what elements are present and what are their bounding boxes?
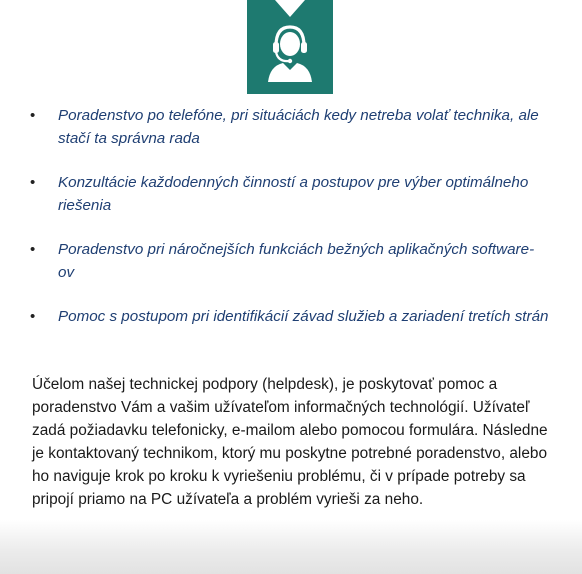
helpdesk-description: Účelom našej technickej podpory (helpdesk), je poskytovať pomoc a poradenstvo Vám a vašim užívateľom informačných technológií. Užívateľ zadá požiadavku telefonicky, e-mailom alebo pomocou formulára. Následne je kontaktovaný technikom, ktorý mu poskytne potrebné poradenstvo, alebo ho naviguje krok po kroku k vyriešeniu problému, či v prípade potreby sa pripojí priamo na PC užívateľa a problém vyrieši za neho. [32,376,548,508]
bullet-icon: • [30,107,36,124]
service-text: Poradenstvo po telefóne, pri situáciách kedy netreba volať technika, ale stačí ta správna rada [58,107,539,147]
bullet-icon: • [30,308,36,325]
list-item [30,104,550,150]
list-item [30,305,550,328]
service-text: Pomoc s postupom pri identifikácií závad služieb a zariadení tretích strán [58,308,549,325]
support-badge [247,0,333,94]
bullet-icon: • [30,241,36,258]
support-agent-headset-icon [247,0,333,94]
services-list [30,104,550,349]
bullet-icon: • [30,174,36,191]
list-item [30,238,550,284]
list-item [30,171,550,217]
service-text: Konzultácie každodenných činností a postupov pre výber optimálneho riešenia [58,174,529,214]
service-text: Poradenstvo pri náročnejších funkciách bežných aplikačných software-ov [58,241,535,281]
